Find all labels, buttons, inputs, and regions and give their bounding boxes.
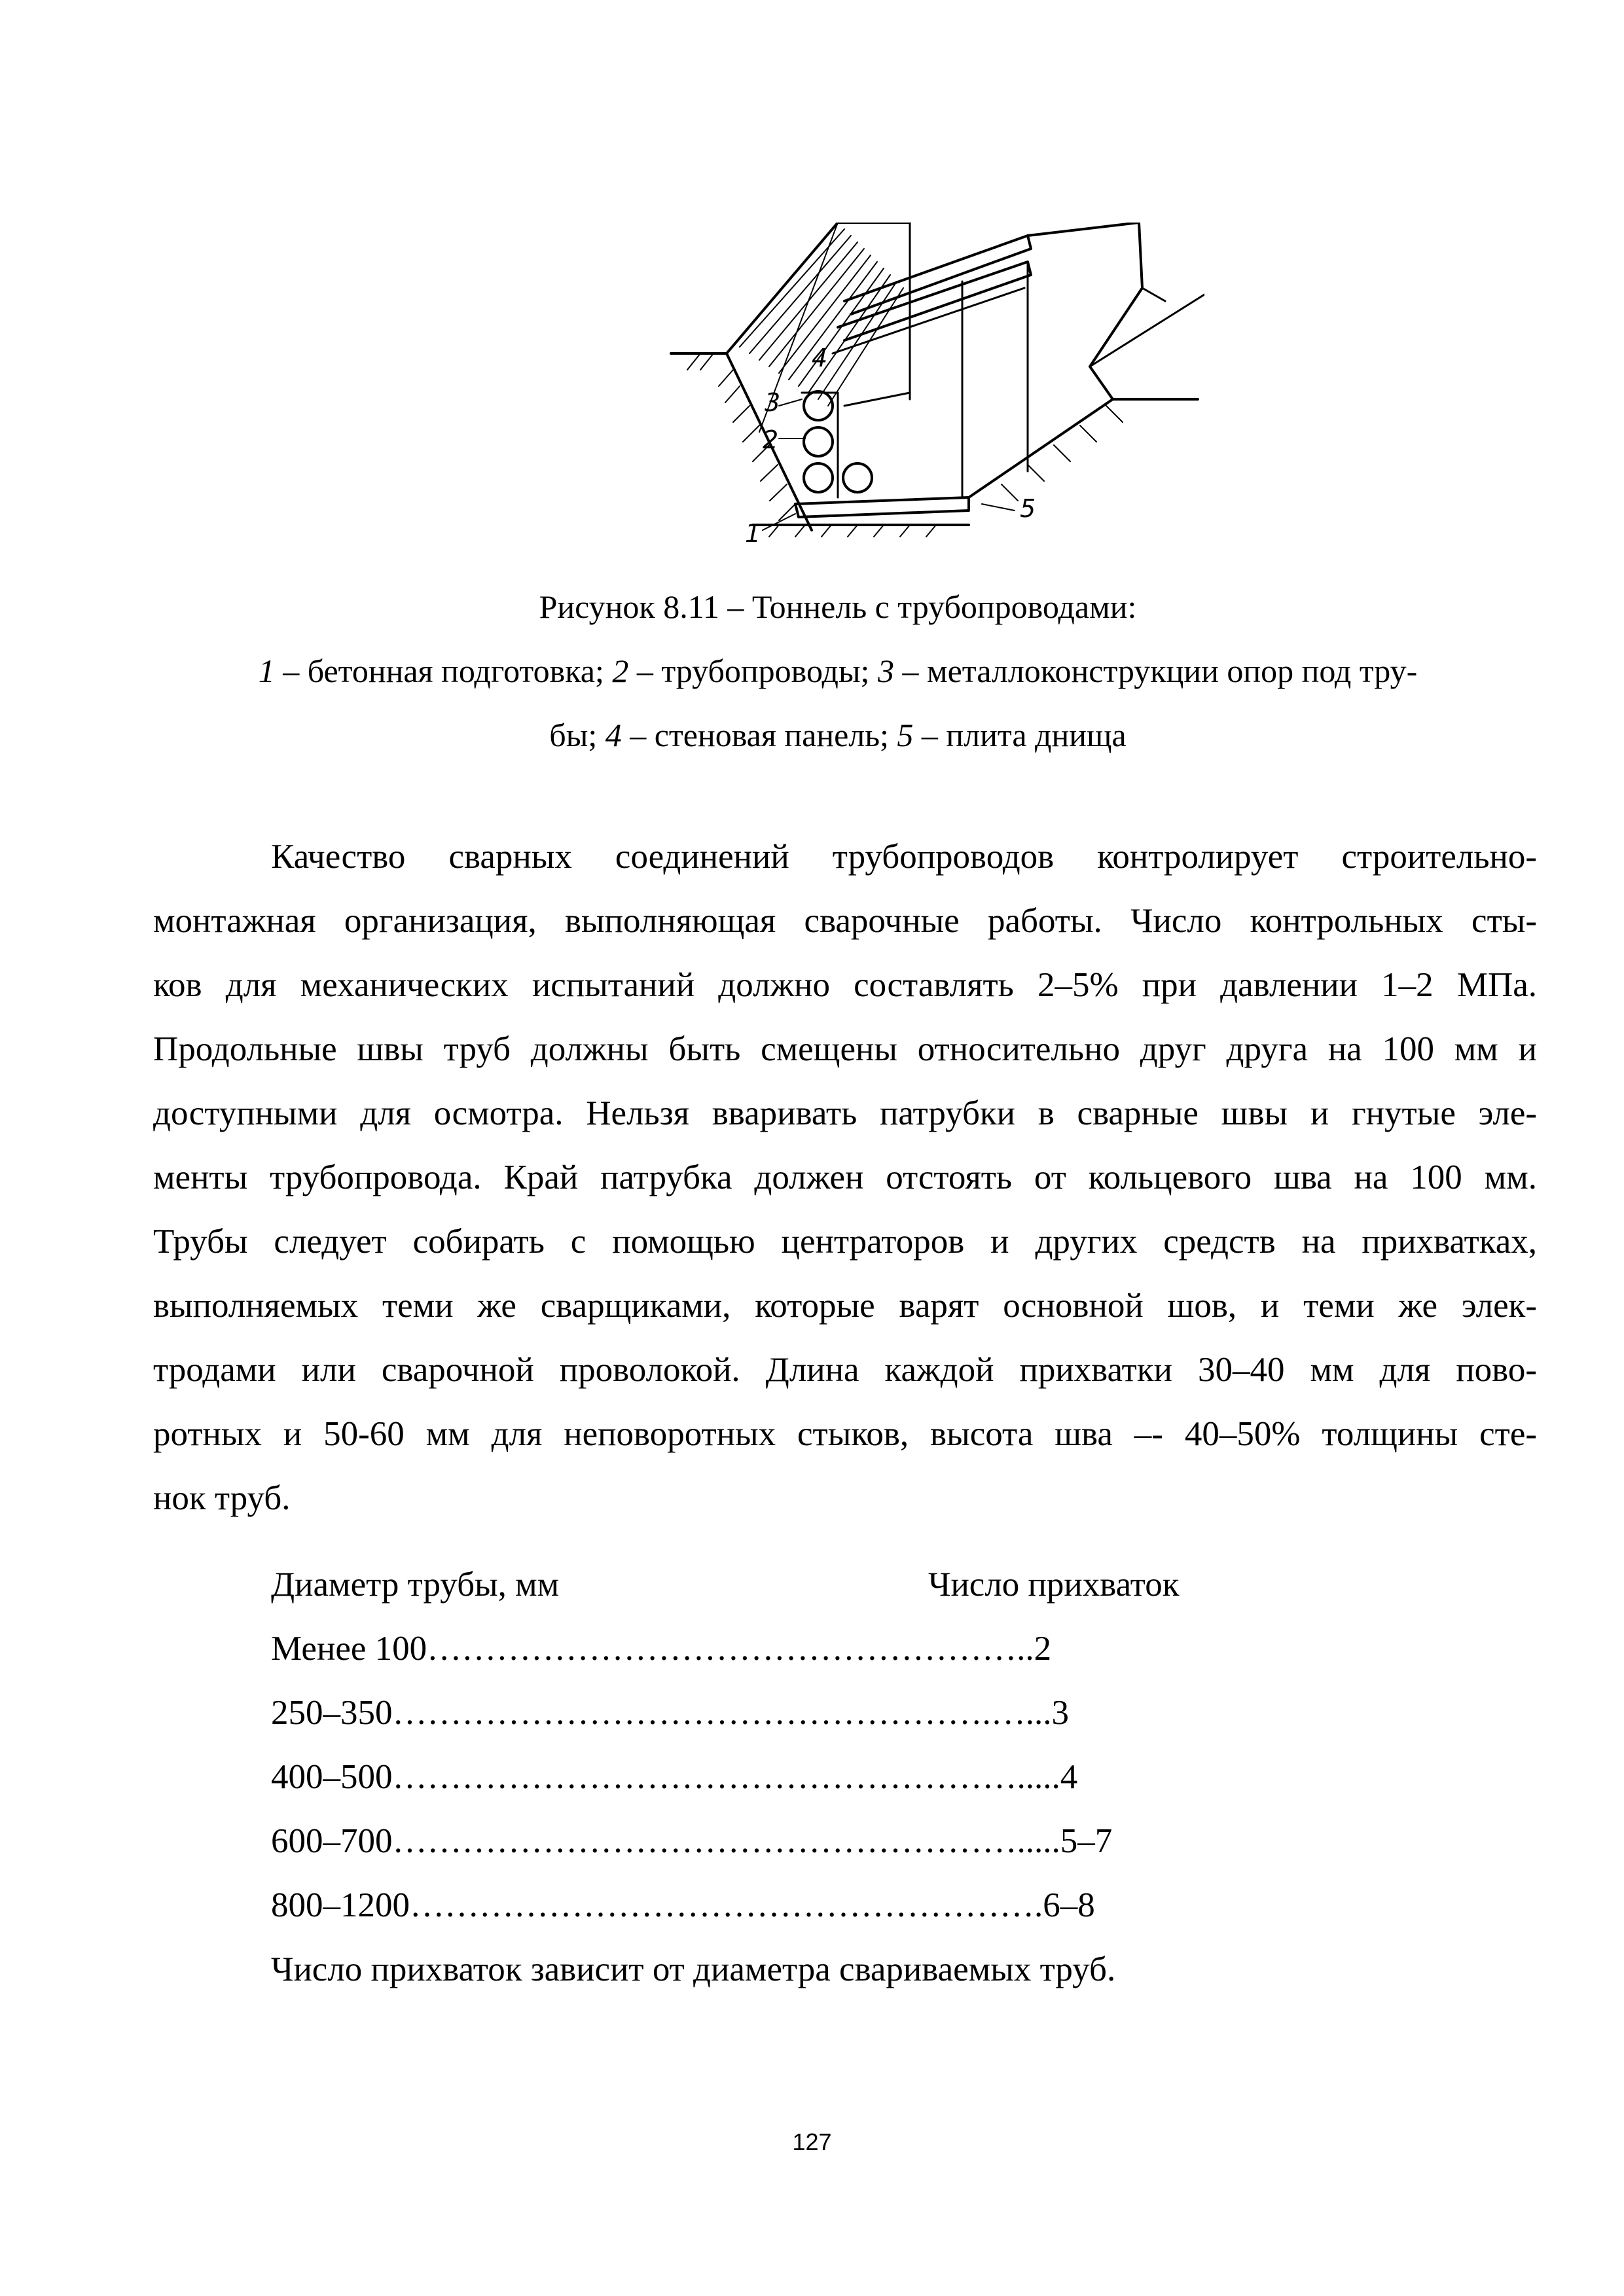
figure-caption-line-2 (131, 719, 1545, 751)
caption-num-2: 2 (612, 653, 629, 689)
figure-label-2: 2 (763, 425, 779, 454)
paragraph-line: доступными для осмотра. Нельзя вваривать патрубки в сварные швы и гнутые эле- (153, 1094, 1537, 1132)
caption-num-1: 1 (258, 653, 275, 689)
table-footer-note: Число прихваток зависит от диаметра свариваемых труб. (271, 1950, 1116, 1988)
figure-label-1: 1 (745, 519, 761, 548)
figure-label-5: 5 (1020, 494, 1036, 523)
caption-text-4: – стеновая панель; (621, 717, 897, 753)
table-row: 800–1200……………………………………………….6–8 (271, 1886, 1095, 1924)
figure-caption-title: Рисунок 8.11 – Тоннель с трубопроводами: (539, 588, 1137, 625)
caption-text-3: – металлоконструкции опор под тру- (893, 653, 1418, 689)
table-row: 250–350…………………………………………….…...3 (271, 1694, 1069, 1732)
paragraph-line: ков для механических испытаний должно составлять 2–5% при давлении 1–2 МПа. (153, 966, 1537, 1004)
caption-num-5: 5 (897, 717, 914, 753)
caption-text-5: – плита днища (913, 717, 1127, 753)
paragraph-line: ротных и 50-60 мм для неповоротных стыков, высота шва –- 40–50% толщины сте- (153, 1415, 1537, 1453)
figure-label-3: 3 (765, 388, 781, 417)
paragraph-line: менты трубопровода. Край патрубка должен отстоять от кольцевого шва на 100 мм. (153, 1158, 1537, 1196)
figure-label-4: 4 (812, 344, 828, 372)
caption-num-3: 3 (877, 653, 894, 689)
table-row: 600–700……………………………………………….....5–7 (271, 1822, 1113, 1860)
caption-prefix-4: бы; (549, 717, 605, 753)
tunnel-figure (661, 223, 1204, 550)
table-row: Менее 100……………………………………………..2 (271, 1630, 1052, 1668)
paragraph-line: Качество сварных соединений трубопроводов контролирует строительно- (271, 838, 1537, 876)
table-header-count: Число прихваток (928, 1566, 1180, 1604)
figure-caption-line-1 (131, 655, 1545, 687)
page-number: 127 (792, 2128, 832, 2155)
paragraph-line: Трубы следует собирать с помощью центраторов и других средств на прихватках, (153, 1223, 1537, 1261)
caption-num-4: 4 (605, 717, 622, 753)
paragraph-line: монтажная организация, выполняющая сварочные работы. Число контрольных сты- (153, 902, 1537, 940)
caption-text-1: – бетонная подготовка; (274, 653, 613, 689)
table-header-diameter: Диаметр трубы, мм (271, 1566, 560, 1604)
table-row: 400–500……………………………………………….....4 (271, 1758, 1078, 1796)
paragraph-line: Продольные швы труб должны быть смещены относительно друг друга на 100 мм и (153, 1030, 1537, 1068)
caption-text-2: – трубопроводы; (628, 653, 878, 689)
paragraph-line: выполняемых теми же сварщиками, которые варят основной шов, и теми же элек- (153, 1287, 1537, 1325)
paragraph-line: тродами или сварочной проволокой. Длина каждой прихватки 30–40 мм для пово- (153, 1351, 1537, 1389)
paragraph-line: нок труб. (153, 1479, 291, 1517)
